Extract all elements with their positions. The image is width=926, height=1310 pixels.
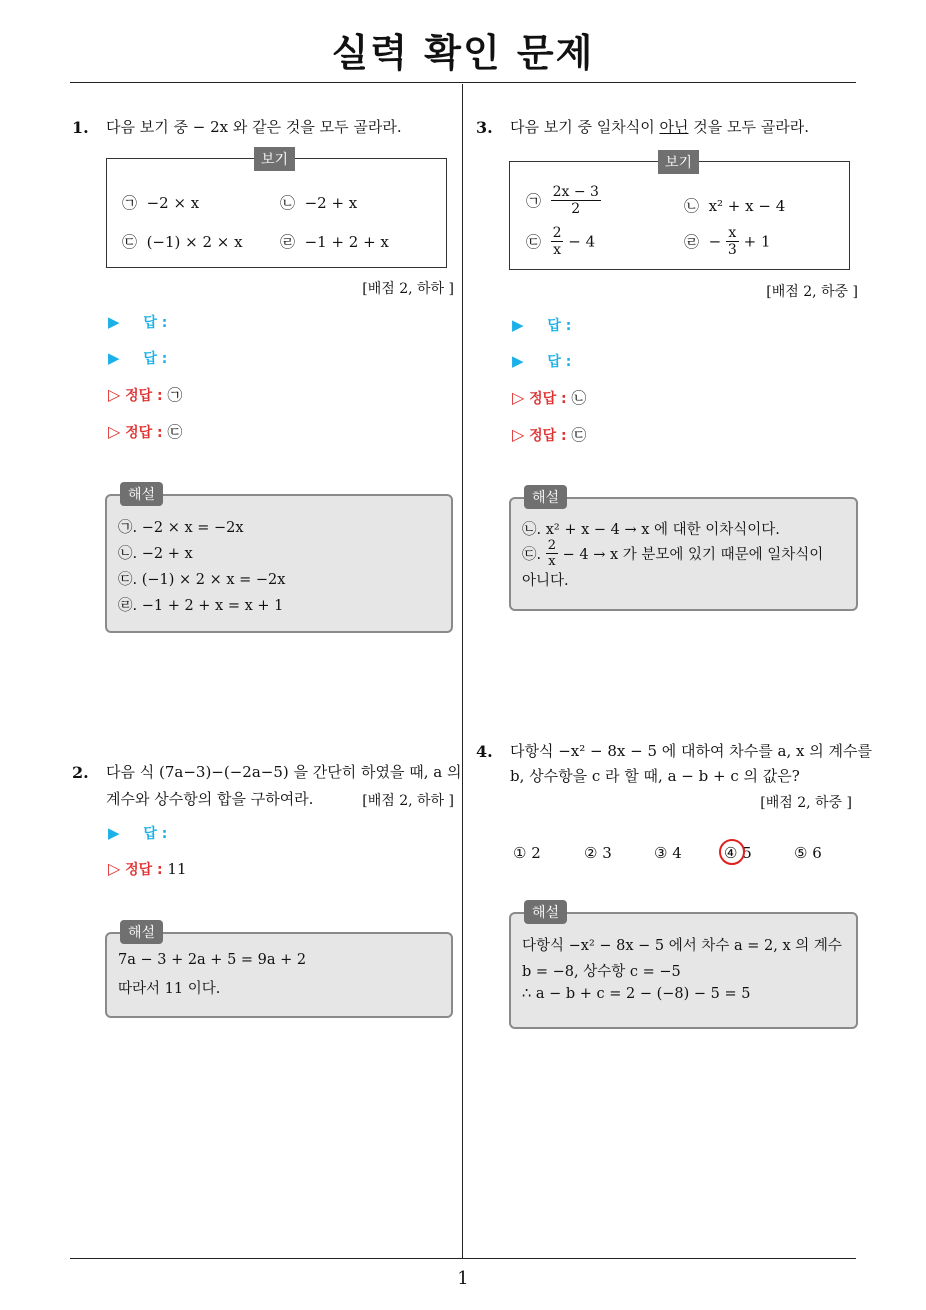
- bogi-label: 보기: [658, 150, 699, 174]
- correct-label: 정답 :: [125, 388, 163, 404]
- bogi-expr: x² + x − 4: [708, 197, 786, 215]
- page-title: 실력 확인 문제: [331, 31, 595, 75]
- question-text: 다음 보기 중 − 2x 와 같은 것을 모두 골라라.: [106, 118, 402, 136]
- bogi-item-b: [684, 195, 785, 216]
- correct-label: 정답 :: [529, 428, 567, 444]
- question-text: 계수와 상수항의 합을 구하여라.: [106, 790, 314, 808]
- page-number: 1: [457, 1268, 469, 1289]
- solution-line: ㉠. −2 × x = −2x: [118, 520, 244, 536]
- bogi-mark: ㉢: [526, 233, 542, 251]
- triangle-outline-icon: ▷: [512, 388, 525, 407]
- solution-line: 7a − 3 + 2a + 5 = 9a + 2: [118, 952, 307, 968]
- bogi-mark: ㉠: [122, 194, 138, 212]
- question-text-underlined: 아닌: [659, 118, 689, 136]
- correct-label: 정답 :: [125, 862, 163, 878]
- play-icon: ▶: [512, 316, 524, 334]
- score: [배점 2, 하하 ]: [362, 793, 454, 809]
- correct-row: [108, 859, 187, 879]
- play-icon: ▶: [108, 824, 120, 842]
- bogi-item-c: [526, 225, 595, 258]
- choice-3[interactable]: ③ 4: [654, 844, 682, 862]
- correct-value: 11: [167, 860, 187, 878]
- correct-value: ㉠: [167, 386, 183, 404]
- answer-label: 답 :: [547, 354, 572, 370]
- bogi-expr: (−1) × 2 × x: [146, 233, 243, 251]
- question-number: 1.: [72, 118, 89, 137]
- bogi-expr: −: [708, 232, 722, 251]
- bogi-mark: ㉢: [122, 233, 138, 251]
- question-number: 4.: [476, 742, 493, 761]
- triangle-outline-icon: ▷: [512, 425, 525, 444]
- play-icon: ▶: [108, 313, 120, 331]
- fraction: [726, 225, 739, 258]
- bogi-mark: ㉣: [684, 233, 700, 251]
- score: [배점 2, 하중 ]: [760, 795, 852, 811]
- fraction-denominator: 2: [571, 201, 581, 217]
- question-text: 다음 식 (7a−3)−(−2a−5) 을 간단히 하였을 때, a 의: [106, 763, 462, 781]
- score: [배점 2, 하중 ]: [766, 284, 858, 300]
- fraction-denominator: x: [553, 242, 561, 258]
- question-number: 3.: [476, 118, 493, 137]
- bogi-item-b: [280, 192, 357, 213]
- solution-line: [522, 538, 823, 569]
- bogi-expr: + 1: [743, 232, 771, 251]
- triangle-outline-icon: ▷: [108, 422, 121, 441]
- choice-2[interactable]: ② 3: [584, 844, 612, 862]
- bogi-expr: −1 + 2 + x: [304, 233, 389, 251]
- fraction-denominator: x: [548, 554, 556, 569]
- answer-row: [108, 823, 167, 843]
- bogi-item-a: [122, 192, 199, 213]
- fraction-numerator: 2x − 3: [552, 184, 599, 200]
- answer-label: 답 :: [143, 315, 168, 331]
- solution-line: ㉣. −1 + 2 + x = x + 1: [118, 598, 284, 614]
- column-divider: [462, 84, 463, 1258]
- bogi-mark: ㉡: [280, 194, 296, 212]
- answer-label: 답 :: [547, 318, 572, 334]
- bogi-item-d: [280, 231, 389, 252]
- play-icon: ▶: [108, 349, 120, 367]
- bogi-item-c: [122, 231, 243, 252]
- solution-text: − 4 → x 가 분모에 있기 때문에 일차식이: [562, 547, 824, 563]
- correct-row: [512, 387, 586, 408]
- triangle-outline-icon: ▷: [108, 385, 121, 404]
- correct-label: 정답 :: [529, 391, 567, 407]
- answer-row: [108, 348, 167, 368]
- answer-row: [108, 312, 167, 332]
- answer-row: [512, 351, 571, 371]
- question-number: 2.: [72, 763, 89, 782]
- fraction: [551, 225, 564, 258]
- correct-row: [108, 421, 182, 442]
- play-icon: ▶: [512, 352, 524, 370]
- question-text-part: 것을 모두 골라라.: [688, 118, 809, 136]
- fraction: [546, 538, 558, 569]
- selected-circle-mark: [719, 839, 745, 865]
- top-rule: [70, 82, 856, 83]
- choice-4[interactable]: ④ 5: [724, 844, 752, 862]
- correct-value: ㉢: [167, 423, 183, 441]
- question-text-part: 다음 보기 중 일차식이: [510, 118, 660, 136]
- bogi-expr: −2 + x: [304, 194, 358, 212]
- correct-value: ㉡: [571, 389, 587, 407]
- bogi-mark: ㉠: [526, 192, 542, 210]
- triangle-outline-icon: ▷: [108, 859, 121, 878]
- solution-line: ㉡. x² + x − 4 → x 에 대한 이차식이다.: [522, 522, 780, 538]
- solution-line: 다항식 −x² − 8x − 5 에서 차수 a = 2, x 의 계수: [522, 938, 842, 954]
- bogi-mark: ㉡: [684, 197, 700, 215]
- solution-line: ㉡. −2 + x: [118, 546, 193, 562]
- fraction-numerator: 2: [552, 225, 562, 241]
- correct-value: ㉢: [571, 426, 587, 444]
- bogi-item-d: [684, 225, 771, 258]
- correct-label: 정답 :: [125, 425, 163, 441]
- score: [배점 2, 하하 ]: [362, 281, 454, 297]
- bogi-expr: − 4: [568, 232, 596, 251]
- question-text: b, 상수항을 c 라 할 때, a − b + c 의 값은?: [510, 767, 800, 785]
- bottom-rule: [70, 1258, 856, 1259]
- solution-label: 해설: [120, 920, 163, 944]
- answer-label: 답 :: [143, 826, 168, 842]
- fraction-denominator: 3: [727, 242, 737, 258]
- bogi-expr: −2 × x: [146, 194, 200, 212]
- solution-line: b = −8, 상수항 c = −5: [522, 964, 681, 980]
- solution-line: 따라서 11 이다.: [118, 981, 221, 997]
- fraction-numerator: x: [726, 225, 739, 242]
- solution-line: ㉢. (−1) × 2 × x = −2x: [118, 572, 286, 588]
- question-text: [510, 114, 809, 141]
- solution-label: 해설: [524, 485, 567, 509]
- solution-line: 아니다.: [522, 573, 569, 589]
- choice-1[interactable]: ① 2: [513, 844, 541, 862]
- bogi-label: 보기: [254, 147, 295, 171]
- correct-row: [108, 384, 182, 405]
- solution-mark: ㉢.: [522, 547, 542, 563]
- solution-box: [105, 932, 453, 1018]
- answer-label: 답 :: [143, 351, 168, 367]
- correct-row: [512, 424, 586, 445]
- choice-5[interactable]: ⑤ 6: [794, 844, 822, 862]
- answer-row: [512, 315, 571, 335]
- solution-label: 해설: [120, 482, 163, 506]
- fraction: [551, 184, 601, 217]
- solution-line: ∴ a − b + c = 2 − (−8) − 5 = 5: [522, 986, 751, 1002]
- bogi-item-a: [526, 184, 601, 217]
- fraction-numerator: 2: [547, 538, 556, 553]
- bogi-mark: ㉣: [280, 233, 296, 251]
- solution-label: 해설: [524, 900, 567, 924]
- question-text: 다항식 −x² − 8x − 5 에 대하여 차수를 a, x 의 계수를: [510, 742, 872, 760]
